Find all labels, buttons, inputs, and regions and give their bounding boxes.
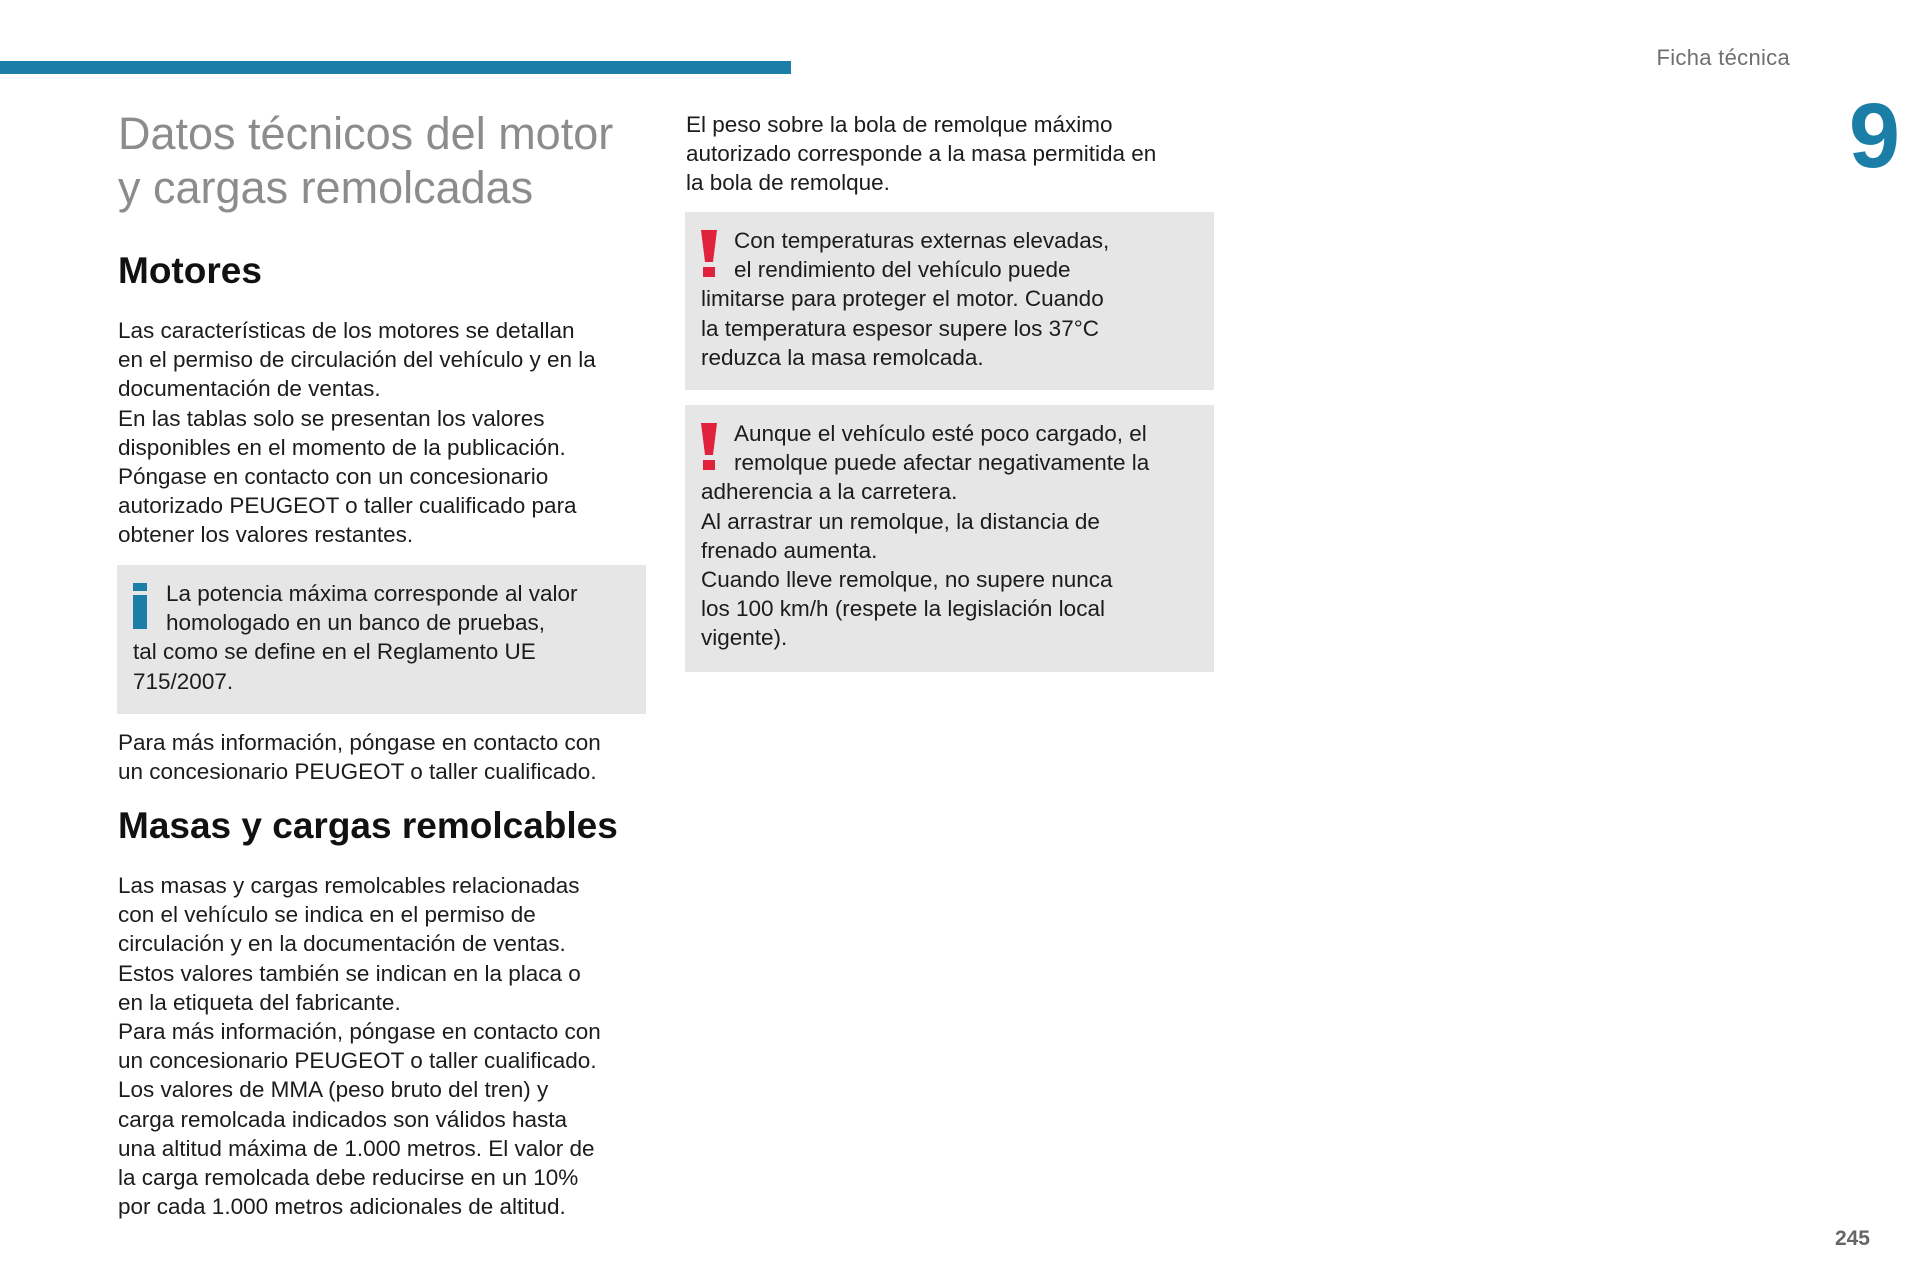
text-line: limitarse para proteger el motor. Cuando [701, 286, 1104, 312]
text-line: tal como se define en el Reglamento UE [133, 639, 536, 665]
text-line: Póngase en contacto con un concesionario [118, 464, 549, 490]
page-title-line-1: Datos técnicos del motor [118, 108, 614, 159]
text-line: homologado en un banco de pruebas, [166, 610, 546, 636]
info-note-text [133, 579, 634, 696]
text-line: 715/2007. [133, 668, 234, 694]
text-line: circulación y en la documentación de ventas. [118, 931, 566, 957]
tow-ball-intro [686, 110, 1226, 198]
text-line: Las masas y cargas remolcables relacionadas [118, 873, 580, 898]
warning-text-trailer [701, 419, 1202, 653]
motores-paragraph-1 [118, 316, 663, 550]
text-line: La potencia máxima corresponde al valor [166, 581, 578, 606]
warning-box-trailer [685, 405, 1214, 672]
text-line: los 100 km/h (respete la legislación local [701, 596, 1105, 622]
text-line: Con temperaturas externas elevadas, [734, 228, 1110, 253]
text-line: Al arrastrar un remolque, la distancia de [701, 508, 1100, 534]
header-accent-bar [0, 61, 791, 74]
text-line: Las características de los motores se detallan [118, 318, 575, 343]
text-line: un concesionario PEUGEOT o taller cualificado. [118, 759, 597, 785]
text-line: Los valores de MMA (peso bruto del tren) y [118, 1077, 549, 1103]
text-line: por cada 1.000 metros adicionales de altitud. [118, 1194, 566, 1220]
text-line: Estos valores también se indican en la placa o [118, 960, 581, 986]
text-line: la temperatura espesor supere los 37°C [701, 315, 1099, 341]
warning-text-temperature [701, 226, 1202, 372]
text-line: la carga remolcada debe reducirse en un 10% [118, 1165, 579, 1191]
masas-paragraph [118, 871, 663, 1221]
page-title [118, 107, 658, 215]
text-line: Cuando lleve remolque, no supere nunca [701, 567, 1113, 593]
text-line: Para más información, póngase en contacto con [118, 1019, 601, 1045]
heading-masas: Masas y cargas remolcables [118, 805, 618, 846]
text-line: obtener los valores restantes. [118, 522, 414, 548]
section-label: Ficha técnica [1656, 45, 1790, 70]
text-line: adherencia a la carretera. [701, 479, 958, 505]
page-title-line-2: y cargas remolcadas [118, 162, 534, 213]
chapter-number: 9 [1848, 85, 1900, 187]
text-line: frenado aumenta. [701, 537, 878, 563]
info-note-box [117, 565, 646, 714]
text-line: documentación de ventas. [118, 376, 381, 402]
text-line: Para más información, póngase en contacto con [118, 730, 601, 755]
text-line: vigente). [701, 625, 788, 651]
text-line: el rendimiento del vehículo puede [734, 257, 1071, 283]
text-line: en la etiqueta del fabricante. [118, 989, 401, 1015]
heading-motores: Motores [118, 250, 262, 291]
text-line: en el permiso de circulación del vehículo y en la [118, 347, 596, 373]
text-line: un concesionario PEUGEOT o taller cualificado. [118, 1048, 597, 1074]
text-line: autorizado PEUGEOT o taller cualificado para [118, 493, 577, 519]
text-line: con el vehículo se indica en el permiso de [118, 902, 536, 928]
text-line: En las tablas solo se presentan los valores [118, 405, 545, 431]
text-line: la bola de remolque. [686, 170, 890, 196]
text-line: remolque puede afectar negativamente la [734, 450, 1150, 476]
page-number: 245 [1834, 1227, 1870, 1250]
text-line: disponibles en el momento de la publicación. [118, 434, 566, 460]
text-line: El peso sobre la bola de remolque máximo [686, 112, 1113, 137]
warning-box-temperature [685, 212, 1214, 390]
text-line: Aunque el vehículo esté poco cargado, el [734, 421, 1147, 446]
motores-paragraph-2 [118, 728, 663, 786]
text-line: carga remolcada indicados son válidos hasta [118, 1106, 568, 1132]
text-line: reduzca la masa remolcada. [701, 344, 984, 370]
text-line: autorizado corresponde a la masa permitida en [686, 141, 1157, 167]
text-line: una altitud máxima de 1.000 metros. El valor de [118, 1135, 595, 1161]
